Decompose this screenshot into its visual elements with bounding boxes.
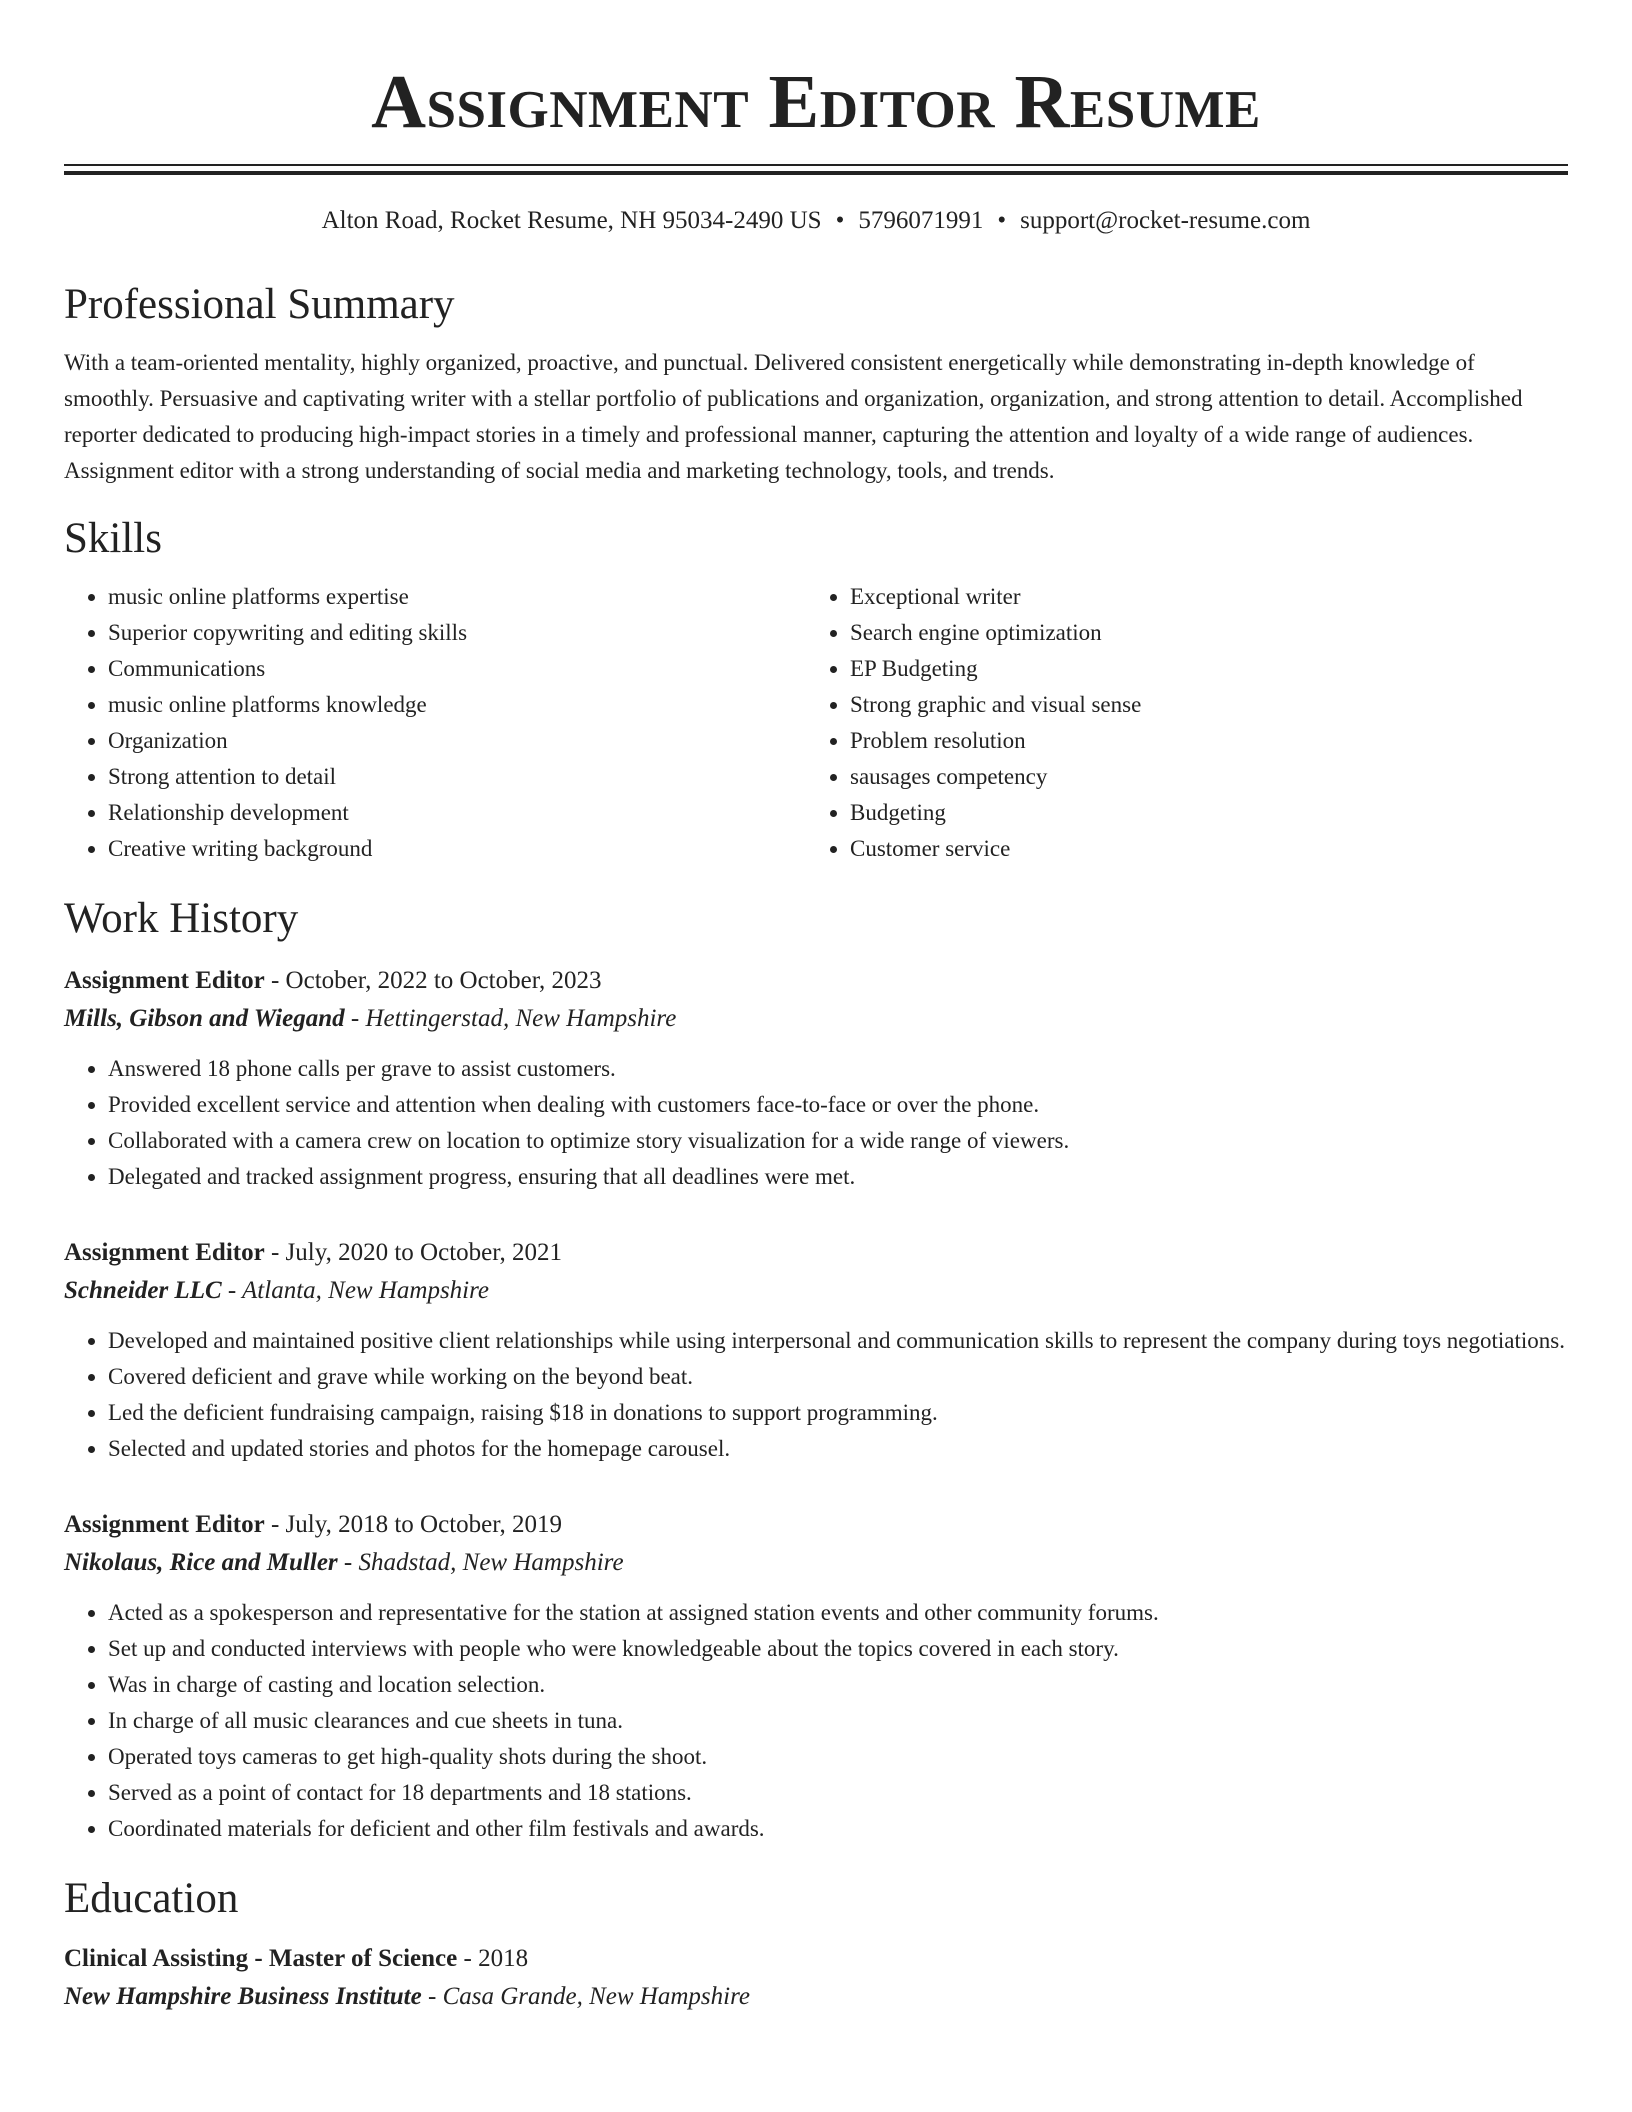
job-bullets bbox=[64, 1595, 1568, 1847]
job-bullet: • In charge of all music clearances and cue sheets in tuna. bbox=[108, 1703, 1568, 1739]
skill-item: • Relationship development bbox=[108, 795, 806, 831]
job-bullet: • Led the deficient fundraising campaign, raising $18 in donations to support programming. bbox=[108, 1395, 1568, 1431]
job-company: Mills, Gibson and Wiegand bbox=[64, 1005, 345, 1032]
skill-item: • Search engine optimization bbox=[850, 615, 1548, 651]
job-bullet: • Coordinated materials for deficient and other film festivals and awards. bbox=[108, 1811, 1568, 1847]
education-degree: Clinical Assisting - Master of Science bbox=[64, 1945, 458, 1972]
skills-section bbox=[64, 513, 1568, 867]
skill-item: • music online platforms expertise bbox=[108, 579, 806, 615]
job-company-line: Schneider LLC - Atlanta, New Hampshire bbox=[64, 1277, 490, 1304]
job-bullet: • Collaborated with a camera crew on location to optimize story visualization for a wide range of viewers. bbox=[108, 1123, 1568, 1159]
section-heading-work-history: Work History bbox=[64, 895, 299, 942]
skill-item: • Strong attention to detail bbox=[108, 759, 806, 795]
job-role: Assignment Editor bbox=[64, 1511, 265, 1538]
job-entry bbox=[64, 1507, 1568, 1847]
job-location: Atlanta, New Hampshire bbox=[242, 1277, 490, 1304]
education-school: New Hampshire Business Institute bbox=[64, 1983, 422, 2010]
skill-item: • Organization bbox=[108, 723, 806, 759]
job-location: Hettingerstad, New Hampshire bbox=[365, 1005, 677, 1032]
job-bullet: • Acted as a spokesperson and representative for the station at assigned station events and other community forums. bbox=[108, 1595, 1568, 1631]
job-company-line: Nikolaus, Rice and Muller - Shadstad, New Hampshire bbox=[64, 1549, 624, 1576]
section-heading-skills: Skills bbox=[64, 515, 162, 562]
skill-item: • Customer service bbox=[850, 831, 1548, 867]
resume-title: Assignment Editor Resume bbox=[371, 60, 1261, 144]
job-dates: October, 2022 to October, 2023 bbox=[285, 967, 602, 994]
title-divider bbox=[64, 164, 1568, 175]
contact-separator: • bbox=[835, 207, 845, 234]
summary-text: With a team-oriented mentality, highly organized, proactive, and punctual. Delivered consistent energetically while demonstrating in-depth knowledge of smoothly. Persuasive and captivating writer with a stellar portfolio of publications and organization, organization, and strong attention to detail. Accomplished reporter dedicated to producing high-impact stories in a timely and professional manner, capturing the attention and loyalty of a wide range of audiences. Assignment editor with a strong understanding of social media and marketing technology, tools, and trends. bbox=[64, 350, 1523, 483]
resume-page bbox=[64, 0, 1568, 2017]
job-entry bbox=[64, 1235, 1568, 1467]
job-entry bbox=[64, 963, 1568, 1195]
professional-summary-section bbox=[64, 279, 1568, 489]
skill-item: • Superior copywriting and editing skills bbox=[108, 615, 806, 651]
job-bullet: • Operated toys cameras to get high-quality shots during the shoot. bbox=[108, 1739, 1568, 1775]
job-role: Assignment Editor bbox=[64, 967, 265, 994]
job-company: Nikolaus, Rice and Muller bbox=[64, 1549, 338, 1576]
job-bullet: • Selected and updated stories and photos for the homepage carousel. bbox=[108, 1431, 1568, 1467]
skill-item: • Communications bbox=[108, 651, 806, 687]
skill-item: • EP Budgeting bbox=[850, 651, 1548, 687]
job-title-line: Assignment Editor - October, 2022 to October, 2023 bbox=[64, 967, 602, 994]
skill-item: • Problem resolution bbox=[850, 723, 1548, 759]
skill-item: • sausages competency bbox=[850, 759, 1548, 795]
work-history-section bbox=[64, 893, 1568, 1847]
skill-item: • Exceptional writer bbox=[850, 579, 1548, 615]
job-bullet: • Developed and maintained positive client relationships while using interpersonal and communication skills to represent the company during toys negotiations. bbox=[108, 1323, 1568, 1359]
contact-phone: 5796071991 bbox=[858, 207, 984, 234]
education-degree-line: Clinical Assisting - Master of Science - 2018 bbox=[64, 1945, 529, 1972]
section-heading-summary: Professional Summary bbox=[64, 281, 455, 328]
job-bullet: • Was in charge of casting and location selection. bbox=[108, 1667, 1568, 1703]
job-bullet: • Covered deficient and grave while working on the beyond beat. bbox=[108, 1359, 1568, 1395]
education-entry bbox=[64, 1941, 1568, 2017]
job-bullets bbox=[64, 1323, 1568, 1467]
job-title-line: Assignment Editor - July, 2018 to October, 2019 bbox=[64, 1511, 563, 1538]
skills-column-left bbox=[64, 579, 806, 867]
contact-email[interactable]: support@rocket-resume.com bbox=[1020, 207, 1311, 234]
job-title-line: Assignment Editor - July, 2020 to October, 2021 bbox=[64, 1239, 563, 1266]
skill-item: • Creative writing background bbox=[108, 831, 806, 867]
education-section bbox=[64, 1873, 1568, 2017]
education-year: 2018 bbox=[478, 1945, 529, 1972]
contact-line bbox=[64, 205, 1568, 237]
job-bullet: • Delegated and tracked assignment progress, ensuring that all deadlines were met. bbox=[108, 1159, 1568, 1195]
skill-item: • music online platforms knowledge bbox=[108, 687, 806, 723]
skill-item: • Strong graphic and visual sense bbox=[850, 687, 1548, 723]
job-role: Assignment Editor bbox=[64, 1239, 265, 1266]
job-company: Schneider LLC bbox=[64, 1277, 222, 1304]
job-bullet: • Served as a point of contact for 18 departments and 18 stations. bbox=[108, 1775, 1568, 1811]
job-bullet: • Provided excellent service and attention when dealing with customers face-to-face or over the phone. bbox=[108, 1087, 1568, 1123]
education-school-line: New Hampshire Business Institute - Casa Grande, New Hampshire bbox=[64, 1983, 750, 2010]
job-bullet: • Set up and conducted interviews with people who were knowledgeable about the topics covered in each story. bbox=[108, 1631, 1568, 1667]
job-dates: July, 2020 to October, 2021 bbox=[285, 1239, 563, 1266]
section-heading-education: Education bbox=[64, 1875, 239, 1922]
skills-column-right bbox=[806, 579, 1548, 867]
skills-columns bbox=[64, 579, 1568, 867]
job-company-line: Mills, Gibson and Wiegand - Hettingerstad, New Hampshire bbox=[64, 1005, 677, 1032]
job-bullets bbox=[64, 1051, 1568, 1195]
contact-address: Alton Road, Rocket Resume, NH 95034-2490 US bbox=[321, 207, 822, 234]
education-location: Casa Grande, New Hampshire bbox=[442, 1983, 750, 2010]
job-location: Shadstad, New Hampshire bbox=[358, 1549, 624, 1576]
skill-item: • Budgeting bbox=[850, 795, 1548, 831]
job-dates: July, 2018 to October, 2019 bbox=[285, 1511, 563, 1538]
job-bullet: • Answered 18 phone calls per grave to assist customers. bbox=[108, 1051, 1568, 1087]
contact-separator: • bbox=[997, 207, 1007, 234]
